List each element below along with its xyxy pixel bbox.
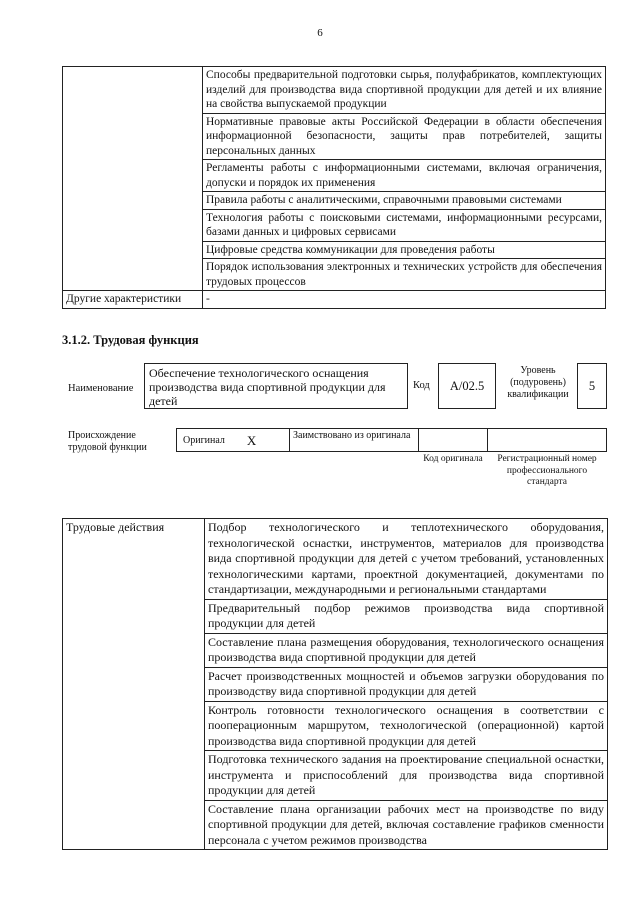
knowledge-item: Способы предварительной подготовки сырья, полуфабрикатов, комплектующих изделий для производства вида спортивной продукции для детей и их влияние на свойства выпускаемой продукции xyxy=(203,67,606,114)
labor-action-item: Составление плана организации рабочих мест на производстве по виду спортивной продукции для детей, включая составление графиков сменности персонала с учетом режимов производства xyxy=(205,800,608,850)
labor-actions-label: Трудовые действия xyxy=(63,519,205,850)
knowledge-label-cell xyxy=(63,67,203,291)
table-row xyxy=(63,67,606,114)
qualification-level-label: Уровень (подуровень) квалификации xyxy=(507,365,569,400)
original-code-cell xyxy=(418,428,488,452)
labor-action-item: Предварительный подбор режимов производства вида спортивной продукции для детей xyxy=(205,599,608,633)
table-row xyxy=(63,291,606,309)
original-mark: X xyxy=(246,432,257,448)
knowledge-item: Порядок использования электронных и технических устройств для обеспечения трудовых процессов xyxy=(203,259,606,291)
labor-action-item: Подготовка технического задания на проектирование специальной оснастки, инструмента и приспособлений для производства вида спортивной продукции для детей xyxy=(205,751,608,801)
labor-action-item: Контроль готовности технологического оснащения в соответствии с пооперационным маршрутом, технологической (операционной) картой производства вида спортивной продукции для детей xyxy=(205,701,608,751)
page-number: 6 xyxy=(317,27,323,39)
labor-actions-table xyxy=(62,518,608,850)
other-characteristics-value: - xyxy=(203,291,606,309)
knowledge-item: Технология работы с поисковыми системами, информационными ресурсами, базами данных и цифровых сервисами xyxy=(203,209,606,241)
name-label: Наименование xyxy=(68,383,134,394)
knowledge-table xyxy=(62,66,606,309)
knowledge-item: Цифровые средства коммуникации для проведения работы xyxy=(203,241,606,259)
origin-label: Происхождение трудовой функции xyxy=(68,430,147,453)
registration-number-cell xyxy=(487,428,607,452)
code-label: Код xyxy=(413,380,430,391)
origin-row xyxy=(176,428,606,452)
original-label: Оригинал xyxy=(183,434,225,446)
borrowed-cell: Заимствовано из оригинала xyxy=(289,428,419,452)
section-heading: 3.1.2. Трудовая функция xyxy=(62,333,199,347)
knowledge-item: Нормативные правовые акты Российской Федерации в области обеспечения информационной безопасности, защиты прав потребителей, защиты персональных данных xyxy=(203,113,606,160)
other-characteristics-label: Другие характеристики xyxy=(63,291,203,309)
function-name-box: Обеспечение технологического оснащения производства вида спортивной продукции для детей xyxy=(144,363,408,409)
registration-number-caption: Регистрационный номер профессионального стандарта xyxy=(497,454,597,487)
knowledge-item: Регламенты работы с информационными системами, включая ограничения, допуски и порядок их применения xyxy=(203,160,606,192)
original-cell xyxy=(176,428,290,452)
labor-action-item: Подбор технологического и теплотехнического оборудования, технологической оснастки, инструментов, материалов для производства вида спортивной продукции для детей с учетом требований, установленных технологическими картами, проектной документацией, документами по стандартизации, международными и региональными стандартами xyxy=(205,519,608,600)
labor-action-item: Расчет производственных мощностей и объемов загрузки оборудования по производству вида спортивной продукции для детей xyxy=(205,667,608,701)
code-box: A/02.5 xyxy=(438,363,496,409)
labor-action-item: Составление плана размещения оборудования, технологического оснащения производства вида спортивной продукции для детей xyxy=(205,633,608,667)
table-row xyxy=(63,519,608,600)
qualification-level-box: 5 xyxy=(577,363,607,409)
knowledge-item: Правила работы с аналитическими, справочными правовыми системами xyxy=(203,192,606,210)
original-code-caption: Код оригинала xyxy=(423,454,483,464)
